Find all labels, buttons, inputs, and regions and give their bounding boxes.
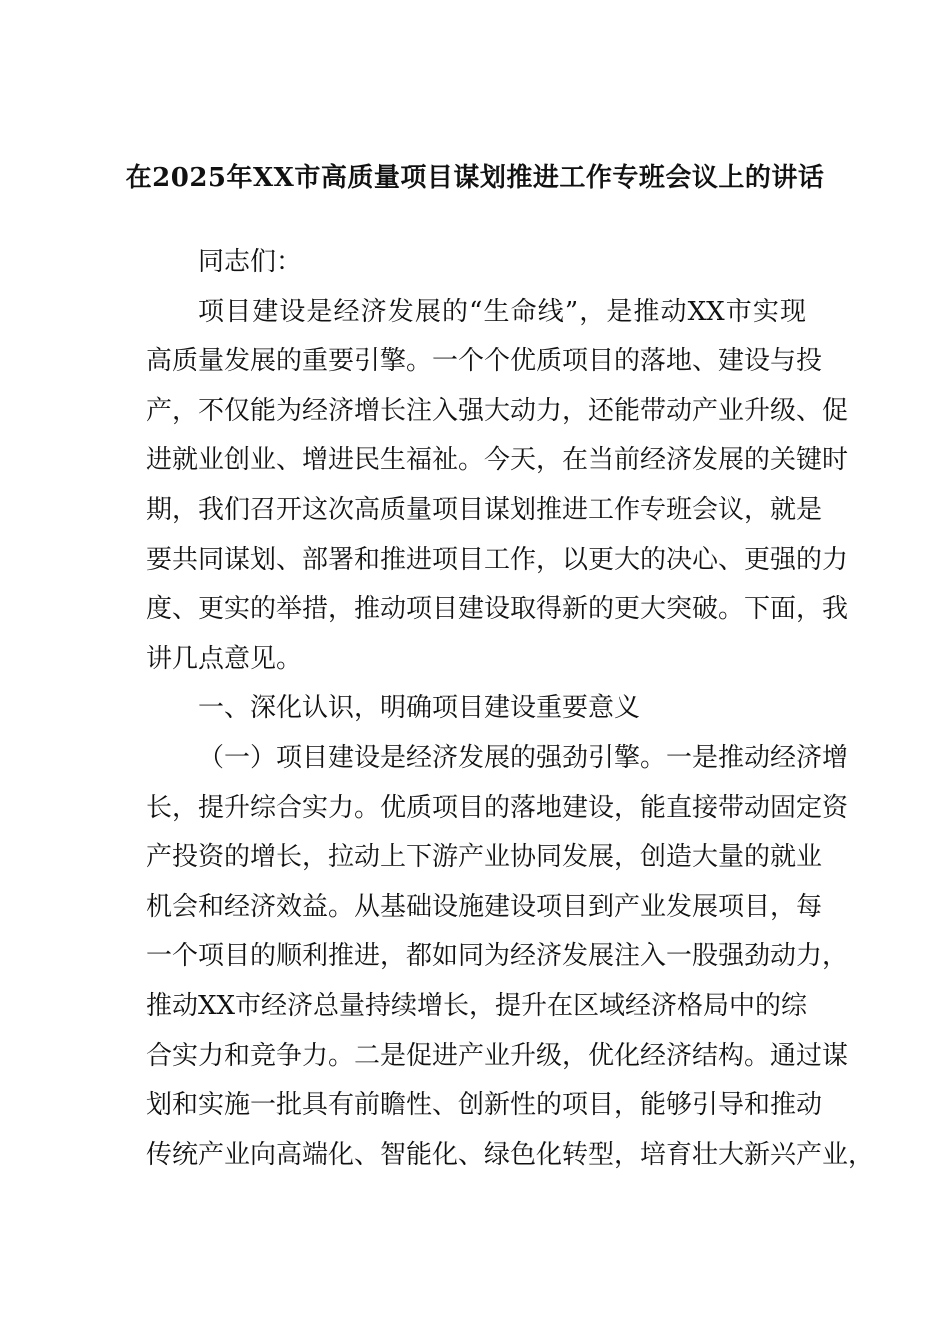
speech-body — [146, 238, 875, 1180]
paragraph-line: 长，提升综合实力。优质项目的落地建设，能直接带动固定资 — [146, 792, 849, 823]
paragraph-line: 要共同谋划、部署和推进项目工作，以更大的决心、更强的力 — [146, 544, 849, 575]
paragraph-line: 一个项目的顺利推进，都如同为经济发展注入一股强劲动力， — [146, 941, 849, 972]
salutation: 同志们： — [198, 247, 303, 277]
document-title: 在2025年XX市高质量项目谋划推进工作专班会议上的讲话 — [125, 163, 825, 193]
paragraph-line: 推动XX市经济总量持续增长，提升在区域经济格局中的综 — [146, 990, 808, 1021]
paragraph-line: 机会和经济效益。从基础设施建设项目到产业发展项目，每 — [146, 891, 823, 922]
paragraph-line: 讲几点意见。 — [146, 643, 303, 674]
paragraph-line: 项目建设是经济发展的“生命线”，是推动XX市实现 — [198, 296, 806, 327]
paragraph-line: 划和实施一批具有前瞻性、创新性的项目，能够引导和推动 — [146, 1090, 823, 1121]
paragraph-line: 期，我们召开这次高质量项目谋划推进工作专班会议，就是 — [146, 494, 823, 525]
subsection-line: （一）项目建设是经济发展的强劲引擎。一是推动经济增 — [198, 742, 849, 773]
paragraph-line: 传统产业向高端化、智能化、绿色化转型，培育壮大新兴产业， — [146, 1139, 875, 1170]
paragraph-line: 高质量发展的重要引擎。一个个优质项目的落地、建设与投 — [146, 346, 823, 377]
paragraph-line: 产，不仅能为经济增长注入强大动力，还能带动产业升级、促 — [146, 395, 849, 426]
paragraph-line: 度、更实的举措，推动项目建设取得新的更大突破。下面，我 — [146, 594, 849, 625]
paragraph-line: 进就业创业、增进民生福祉。今天，在当前经济发展的关键时 — [146, 445, 849, 476]
section-heading: 一、深化认识，明确项目建设重要意义 — [198, 693, 641, 724]
paragraph-line: 合实力和竞争力。二是促进产业升级，优化经济结构。通过谋 — [146, 1040, 849, 1071]
paragraph-line: 产投资的增长，拉动上下游产业协同发展，创造大量的就业 — [146, 842, 823, 873]
